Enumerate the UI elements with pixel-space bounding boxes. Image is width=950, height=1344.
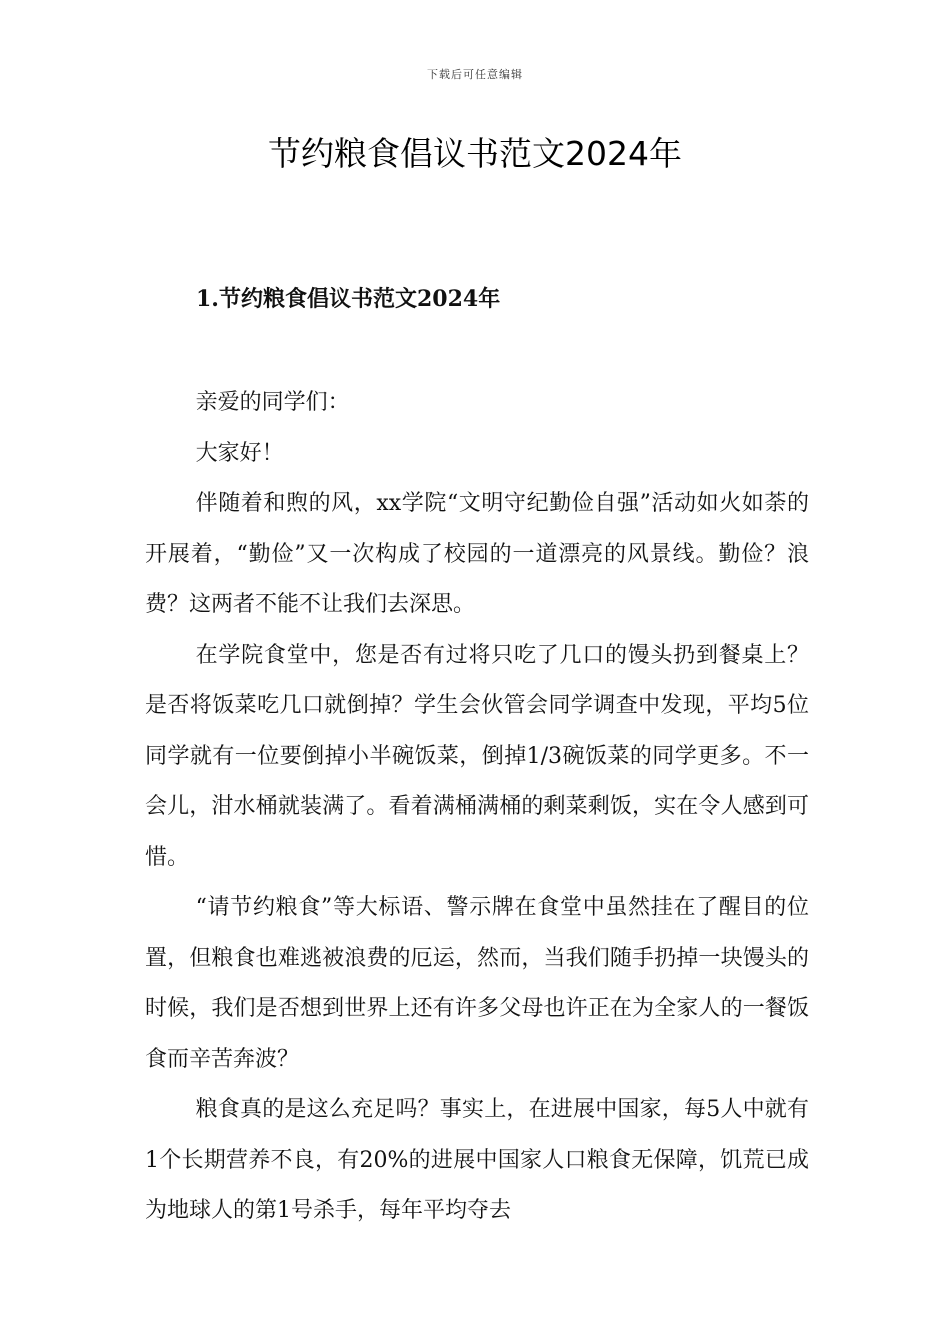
paragraph: 伴随着和煦的风，xx学院“文明守纪勤俭自强”活动如火如荼的开展着，“勤俭”又一次构成了校园的一道漂亮的风景线。勤俭？浪费？这两者不能不让我们去深思。	[145, 491, 809, 617]
paragraph: “请节约粮食”等大标语、警示牌在食堂中虽然挂在了醒目的位置，但粮食也难逃被浪费的厄运，然而，当我们随手扔掉一块馒头的时候，我们是否想到世界上还有许多父母也许正在为全家人的一餐饭食而辛苦奔波？	[145, 895, 809, 1072]
salutation: 亲爱的同学们：	[195, 390, 350, 415]
paragraph: 粮食真的是这么充足吗？事实上，在进展中国家，每5人中就有1个长期营养不良，有20%的进展中国家人口粮食无保障，饥荒已成为地球人的第1号杀手，每年平均夺去	[145, 1097, 809, 1223]
header-note: 下载后可任意编辑	[427, 68, 523, 81]
greeting: 大家好！	[195, 440, 284, 466]
document-body	[145, 378, 809, 1237]
document-title: 节约粮食倡议书范文2024年	[268, 134, 682, 173]
paragraph: 在学院食堂中，您是否有过将只吃了几口的馒头扔到餐桌上？是否将饭菜吃几口就倒掉？学生会伙管会同学调查中发现，平均5位同学就有一位要倒掉小半碗饭菜，倒掉1/3碗饭菜的同学更多。不一会儿，泔水桶就装满了。看着满桶满桶的剩菜剩饭，实在令人感到可惜。	[145, 642, 809, 870]
section-heading: 1.节约粮食倡议书范文2024年	[196, 286, 501, 312]
